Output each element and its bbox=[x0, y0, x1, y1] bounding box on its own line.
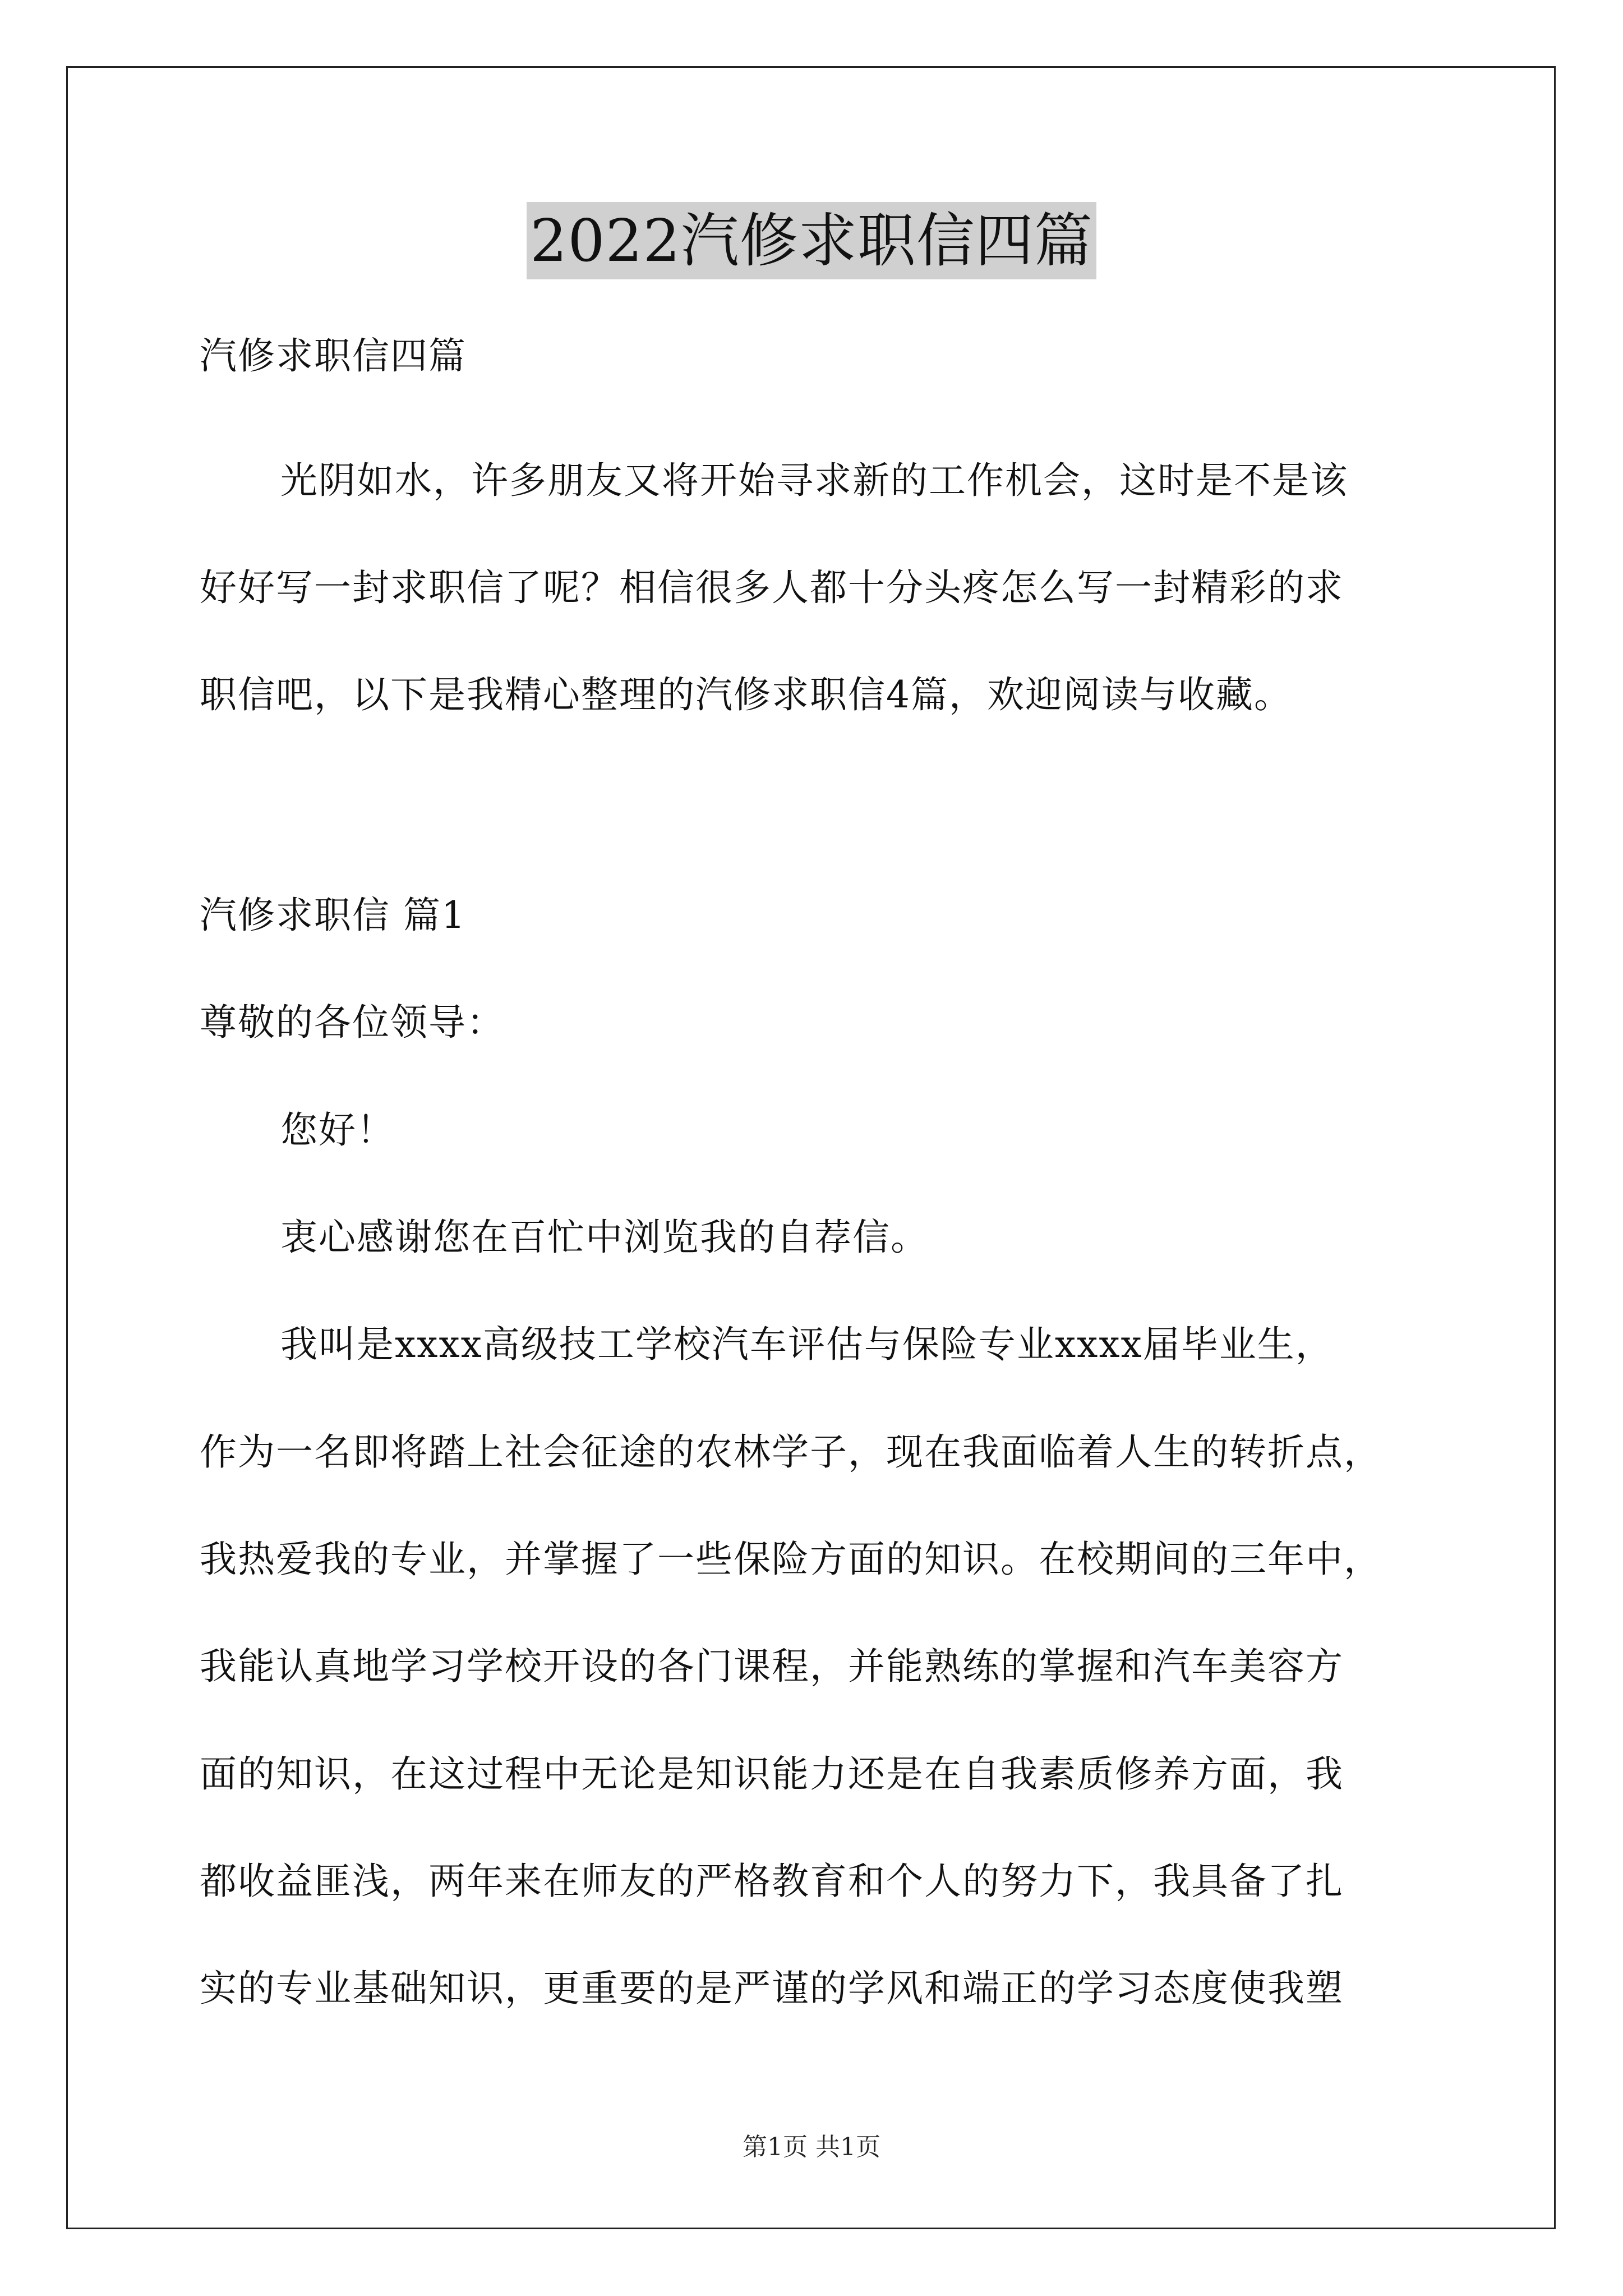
intro-line-1: 光阴如水，许多朋友又将开始寻求新的工作机会，这时是不是该 bbox=[280, 459, 1348, 502]
page-footer: 第1页 共1页 bbox=[743, 2133, 880, 2161]
body-line-2: 作为一名即将踏上社会征途的农林学子，现在我面临着人生的转折点， bbox=[200, 1430, 1382, 1474]
intro-line-2: 好好写一封求职信了呢？相信很多人都十分头疼怎么写一封精彩的求 bbox=[200, 566, 1344, 609]
section-heading: 汽修求职信 篇1 bbox=[200, 894, 466, 937]
intro-line-3: 职信吧，以下是我精心整理的汽修求职信4篇，欢迎阅读与收藏。 bbox=[200, 673, 1292, 716]
body-line-4: 我能认真地学习学校开设的各门课程，并能熟练的掌握和汽车美容方 bbox=[200, 1645, 1344, 1688]
title-container bbox=[0, 202, 1623, 279]
document-title: 2022汽修求职信四篇 bbox=[527, 202, 1096, 279]
body-line-1: 我叫是xxxx高级技工学校汽车评估与保险专业xxxx届毕业生， bbox=[280, 1323, 1334, 1366]
greeting: 您好！ bbox=[280, 1108, 395, 1152]
body-line-6: 都收益匪浅，两年来在师友的严格教育和个人的努力下，我具备了扎 bbox=[200, 1860, 1344, 1903]
body-line-7: 实的专业基础知识，更重要的是严谨的学风和端正的学习态度使我塑 bbox=[200, 1967, 1344, 2010]
thanks-line: 衷心感谢您在百忙中浏览我的自荐信。 bbox=[280, 1216, 929, 1259]
body-line-3: 我热爱我的专业，并掌握了一些保险方面的知识。在校期间的三年中， bbox=[200, 1538, 1382, 1581]
body-line-5: 面的知识，在这过程中无论是知识能力还是在自我素质修养方面，我 bbox=[200, 1752, 1344, 1796]
salutation: 尊敬的各位领导： bbox=[200, 1001, 505, 1044]
subtitle-line: 汽修求职信四篇 bbox=[200, 334, 467, 378]
